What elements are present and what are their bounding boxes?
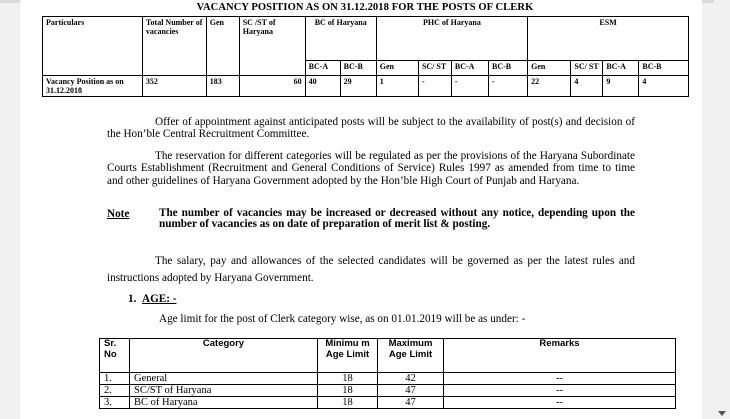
cell-sc-st: 60	[239, 76, 305, 97]
subheader-esm-bcb: BC-B	[639, 61, 689, 76]
age-cell-min: 18	[318, 373, 378, 385]
cell-total: 352	[142, 76, 206, 97]
cell-esm-gen: 22	[528, 76, 571, 97]
header-total-vacancies: Total Number of vacancies	[142, 17, 206, 76]
table-row	[100, 385, 676, 397]
age-section-number: 1.	[128, 293, 137, 305]
subheader-bc-b: BC-B	[340, 61, 376, 76]
note-text: The number of vacancies may be increased or decreased without any notice, depending upon the number of vacancies as on date of preparation of merit list & posting.	[159, 207, 635, 231]
age-limit-table	[99, 338, 676, 409]
age-header-sr: Sr. No	[100, 339, 130, 373]
cell-esm-scst: 4	[571, 76, 603, 97]
cell-gen: 183	[206, 76, 239, 97]
subheader-esm-bca: BC-A	[603, 61, 639, 76]
header-sc-st: SC /ST of Haryana	[239, 17, 305, 76]
cell-bc-a: 40	[305, 76, 340, 97]
note-label: Note	[107, 208, 130, 220]
age-cell-category: General	[130, 373, 318, 385]
table-row	[100, 397, 676, 409]
age-intro: Age limit for the post of Clerk category wise, as on 01.01.2019 will be as under: -	[159, 313, 526, 325]
header-esm: ESM	[528, 17, 689, 61]
header-bc: BC of Haryana	[305, 17, 376, 61]
age-header-max: Maximum Age Limit	[378, 339, 444, 373]
age-cell-remarks: --	[444, 373, 676, 385]
age-cell-sr: 2.	[100, 385, 130, 397]
subheader-esm-gen: Gen	[528, 61, 571, 76]
vertical-scrollbar[interactable]	[714, 0, 730, 419]
cell-bc-b: 29	[340, 76, 376, 97]
age-header-category: Category	[130, 339, 318, 373]
age-cell-sr: 1.	[100, 373, 130, 385]
scroll-down-arrow-icon[interactable]	[718, 411, 726, 416]
subheader-phc-bcb: BC-B	[488, 61, 527, 76]
age-cell-max: 47	[378, 385, 444, 397]
subheader-phc-scst: SC/ ST	[418, 61, 451, 76]
vacancy-data-row	[43, 76, 689, 97]
age-header-remarks: Remarks	[444, 339, 676, 373]
header-phc: PHC of Haryana	[376, 17, 527, 61]
paragraph-offer: Offer of appointment against anticipated posts will be subject to the availability of post(s) and decision of the Hon’ble Central Recruitment Committee.	[107, 116, 635, 141]
age-cell-category: BC of Haryana	[130, 397, 318, 409]
subheader-bc-a: BC-A	[305, 61, 340, 76]
cell-phc-bcb: -	[488, 76, 527, 97]
age-cell-remarks: --	[444, 385, 676, 397]
age-heading	[128, 293, 176, 305]
age-cell-max: 42	[378, 373, 444, 385]
cell-esm-bca: 9	[603, 76, 639, 97]
subheader-esm-scst: SC/ ST	[571, 61, 603, 76]
age-cell-max: 47	[378, 397, 444, 409]
subheader-phc-bca: BC-A	[451, 61, 488, 76]
cell-phc-gen: 1	[376, 76, 418, 97]
age-section-title: AGE: -	[141, 293, 177, 305]
header-gen: Gen	[206, 17, 239, 76]
paragraph-reservation: The reservation for different categories will be regulated as per the provisions of the Haryana Subordinate Courts Establishment (Recruitment and General Conditions of Service) Rules 1997 as amended from time to time and other guidelines of Haryana Government adopted by the Hon’ble High Court of Punjab and Haryana.	[107, 150, 635, 187]
paragraph-salary: The salary, pay and allowances of the selected candidates will be governed as per the latest rules and instructions adopted by Haryana Government.	[107, 255, 635, 284]
age-cell-category: SC/ST of Haryana	[130, 385, 318, 397]
age-cell-min: 18	[318, 397, 378, 409]
document-page	[20, 0, 702, 419]
cell-esm-bcb: 4	[639, 76, 689, 97]
cell-phc-bca: -	[451, 76, 488, 97]
age-cell-remarks: --	[444, 397, 676, 409]
document-title: VACANCY POSITION AS ON 31.12.2018 FOR THE POSTS OF CLERK	[196, 2, 534, 13]
vacancy-table	[42, 16, 689, 97]
subheader-phc-gen: Gen	[376, 61, 418, 76]
header-particulars: Particulars	[43, 17, 143, 76]
table-row	[100, 373, 676, 385]
row-label: Vacancy Position as on 31.12.2018	[43, 76, 143, 97]
age-header-min: Minimu m Age Limit	[318, 339, 378, 373]
age-cell-sr: 3.	[100, 397, 130, 409]
age-cell-min: 18	[318, 385, 378, 397]
cell-phc-scst: -	[418, 76, 451, 97]
